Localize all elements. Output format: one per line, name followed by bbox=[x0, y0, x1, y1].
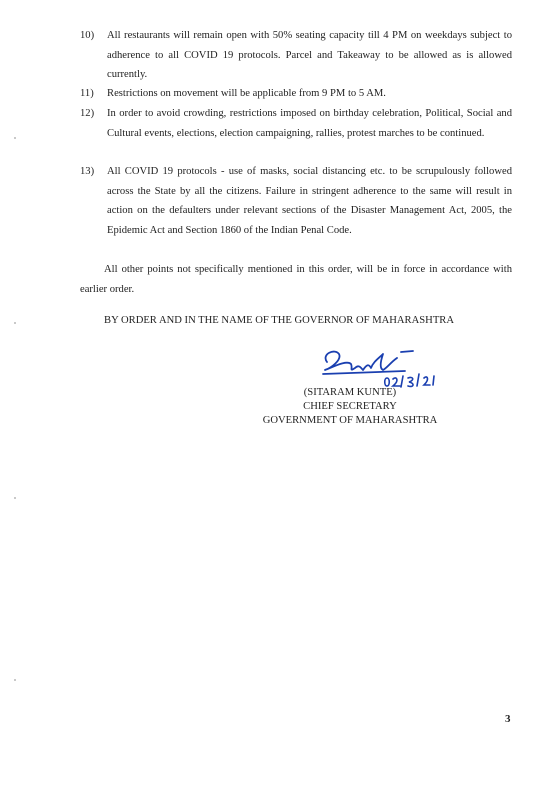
scan-speck bbox=[14, 679, 16, 681]
scan-speck bbox=[14, 497, 16, 499]
item-text: All COVID 19 protocols - use of masks, social distancing etc. to be scrupulously followed across the State by all the citizens. Failure in stringent adherence to the same will result in action on the defaulters under relevant sections of the Disaster Management Act, 2005, the Epidemic Act and Section 1860 of the Indian Penal Code. bbox=[107, 166, 512, 236]
handwritten-signature bbox=[305, 340, 455, 390]
page-number: 3 bbox=[505, 713, 511, 725]
list-item-10 bbox=[80, 26, 512, 85]
scan-speck bbox=[14, 322, 16, 324]
item-number: 12) bbox=[80, 108, 95, 119]
item-number: 13) bbox=[80, 166, 95, 177]
item-number: 10) bbox=[80, 30, 95, 41]
item-number: 11) bbox=[80, 88, 94, 99]
closing-paragraph: All other points not specifically mentioned in this order, will be in force in accordance with earlier order. bbox=[80, 264, 512, 295]
signatory-name: (SITARAM KUNTE) bbox=[303, 387, 397, 398]
list-item-12 bbox=[80, 104, 512, 143]
list-item-11 bbox=[80, 84, 512, 104]
scan-speck bbox=[14, 137, 16, 139]
signatory-designation: CHIEF SECRETARY bbox=[303, 401, 397, 412]
item-text: All restaurants will remain open with 50% seating capacity till 4 PM on weekdays subject to adherence to all COVID 19 protocols. Parcel and Takeaway to be allowed as is allowed currently. bbox=[107, 30, 512, 80]
item-text: Restrictions on movement will be applicable from 9 PM to 5 AM. bbox=[107, 88, 386, 99]
list-item-13 bbox=[80, 162, 512, 240]
item-text: In order to avoid crowding, restrictions imposed on birthday celebration, Political, Social and Cultural events, elections, election campaigning, rallies, protest marches to be continued. bbox=[107, 108, 512, 139]
signatory-block bbox=[260, 386, 440, 428]
by-order-line: BY ORDER AND IN THE NAME OF THE GOVERNOR OF MAHARASHTRA bbox=[104, 315, 455, 326]
signatory-office: GOVERNMENT OF MAHARASHTRA bbox=[262, 415, 438, 426]
